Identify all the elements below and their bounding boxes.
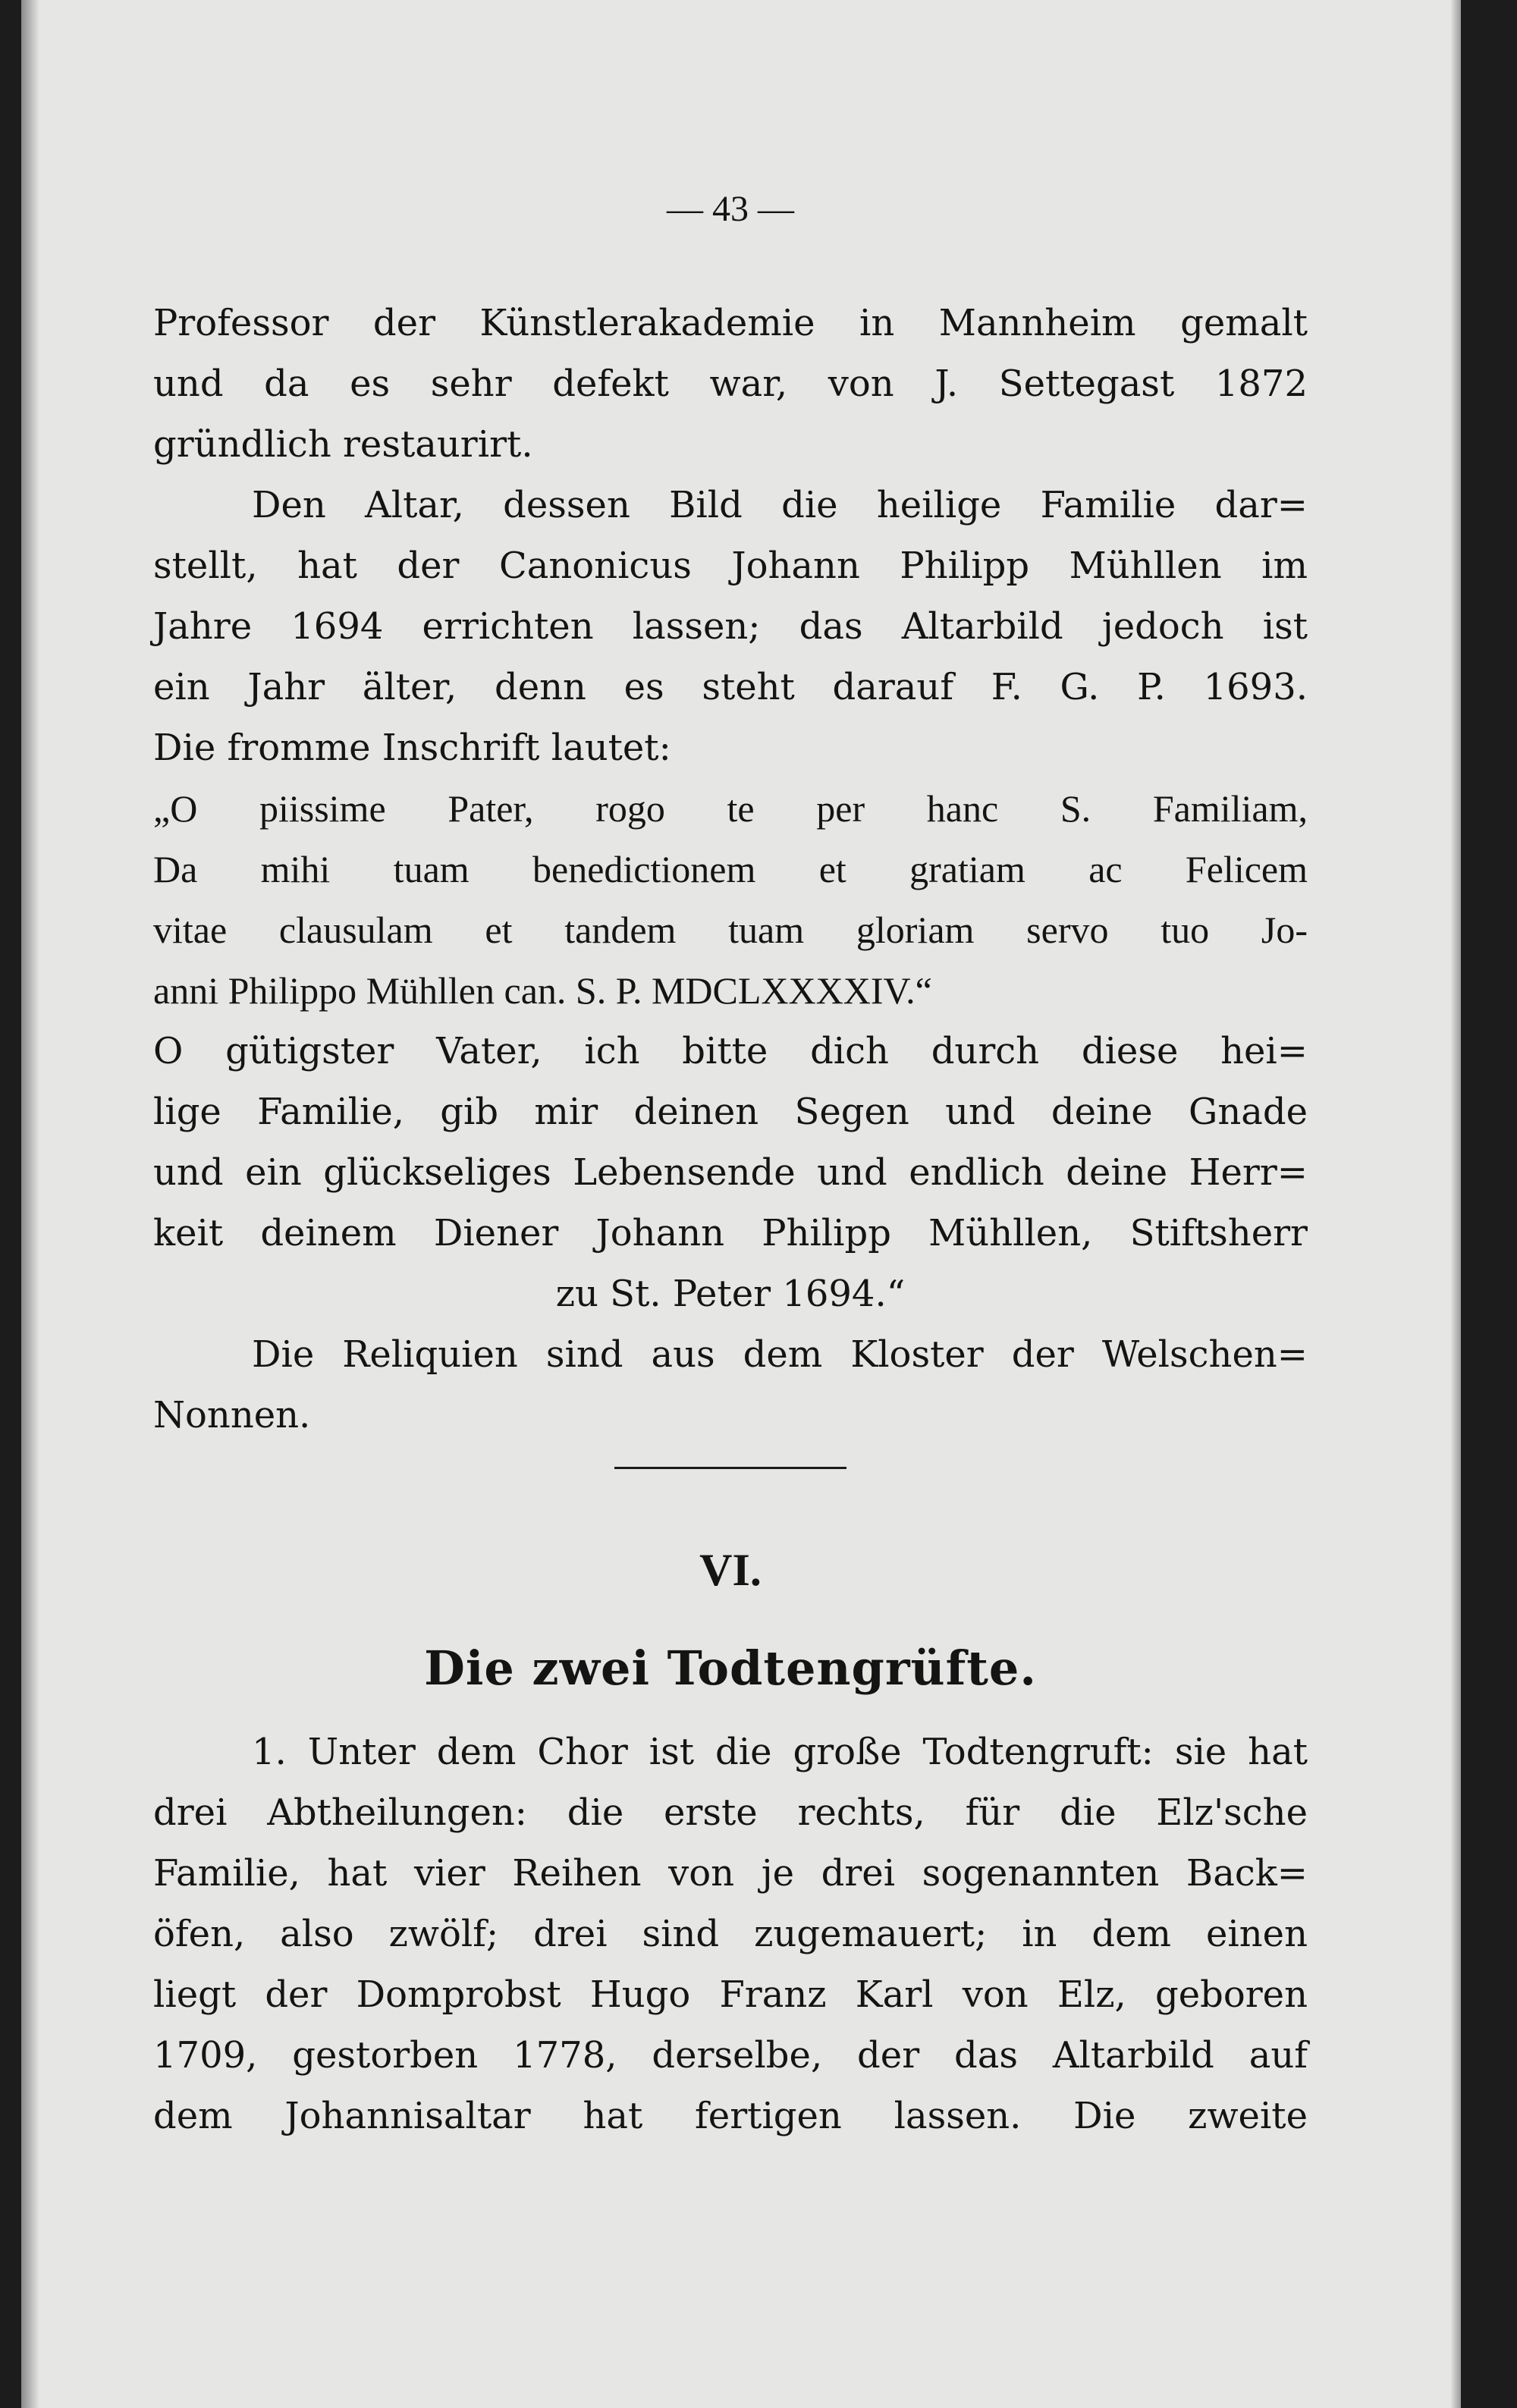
section-number: VI.	[699, 1545, 762, 1595]
translation-line: keit deinem Diener Johann Philipp Mühllen, Stiftsherr	[153, 1212, 1308, 1254]
section-title: Die zwei Todtengrüfte.	[424, 1640, 1037, 1696]
page-number: — 43 —	[667, 189, 794, 229]
text-line: Professor der Künstlerakademie in Mannheim gemalt	[153, 302, 1308, 344]
text-line: öfen, also zwölf; drei sind zugemauert; in dem einen	[153, 1913, 1308, 1955]
text-line: gründlich restaurirt.	[153, 423, 533, 466]
text-line: und da es sehr defekt war, von J. Settegast 1872	[153, 363, 1308, 405]
latin-inscription-line: Da mihi tuam benedictionem et gratiam ac Felicem	[153, 848, 1308, 890]
text-line: Nonnen.	[153, 1394, 311, 1436]
text-line: 1. Unter dem Chor ist die große Todtengruft: sie hat	[252, 1731, 1308, 1773]
text-line: ein Jahr älter, denn es steht darauf F. G. P. 1693.	[153, 666, 1308, 708]
translation-line: O gütigster Vater, ich bitte dich durch diese hei=	[153, 1030, 1308, 1072]
text-line: Die Reliquien sind aus dem Kloster der Welschen=	[252, 1333, 1308, 1376]
text-line: Die fromme Inschrift lautet:	[153, 727, 671, 769]
text-line: 1709, gestorben 1778, derselbe, der das Altarbild auf	[153, 2034, 1308, 2077]
text-line: Den Altar, dessen Bild die heilige Familie dar=	[252, 484, 1308, 526]
text-line: Jahre 1694 errichten lassen; das Altarbild jedoch ist	[153, 605, 1308, 648]
text-line: dem Johannisaltar hat fertigen lassen. Die zweite	[153, 2095, 1308, 2137]
text-line: drei Abtheilungen: die erste rechts, für die Elz'sche	[153, 1791, 1308, 1834]
latin-inscription-line: anni Philippo Mühllen can. S. P. MDCLXXXXIV.“	[153, 969, 932, 1012]
latin-inscription-line: vitae clausulam et tandem tuam gloriam servo tuo Jo-	[153, 909, 1308, 951]
section-divider	[614, 1467, 846, 1469]
text-line: Familie, hat vier Reihen von je drei sogenannten Back=	[153, 1852, 1308, 1895]
translation-line: und ein glückseliges Lebensende und endlich deine Herr=	[153, 1151, 1308, 1194]
book-page	[21, 0, 1461, 2408]
translation-line: lige Familie, gib mir deinen Segen und deine Gnade	[153, 1091, 1308, 1133]
latin-inscription-line: „O piissime Pater, rogo te per hanc S. Familiam,	[153, 787, 1308, 830]
text-line: liegt der Domprobst Hugo Franz Karl von Elz, geboren	[153, 1973, 1308, 2016]
text-line: stellt, hat der Canonicus Johann Philipp Mühllen im	[153, 545, 1308, 587]
translation-line: zu St. Peter 1694.“	[555, 1273, 906, 1315]
